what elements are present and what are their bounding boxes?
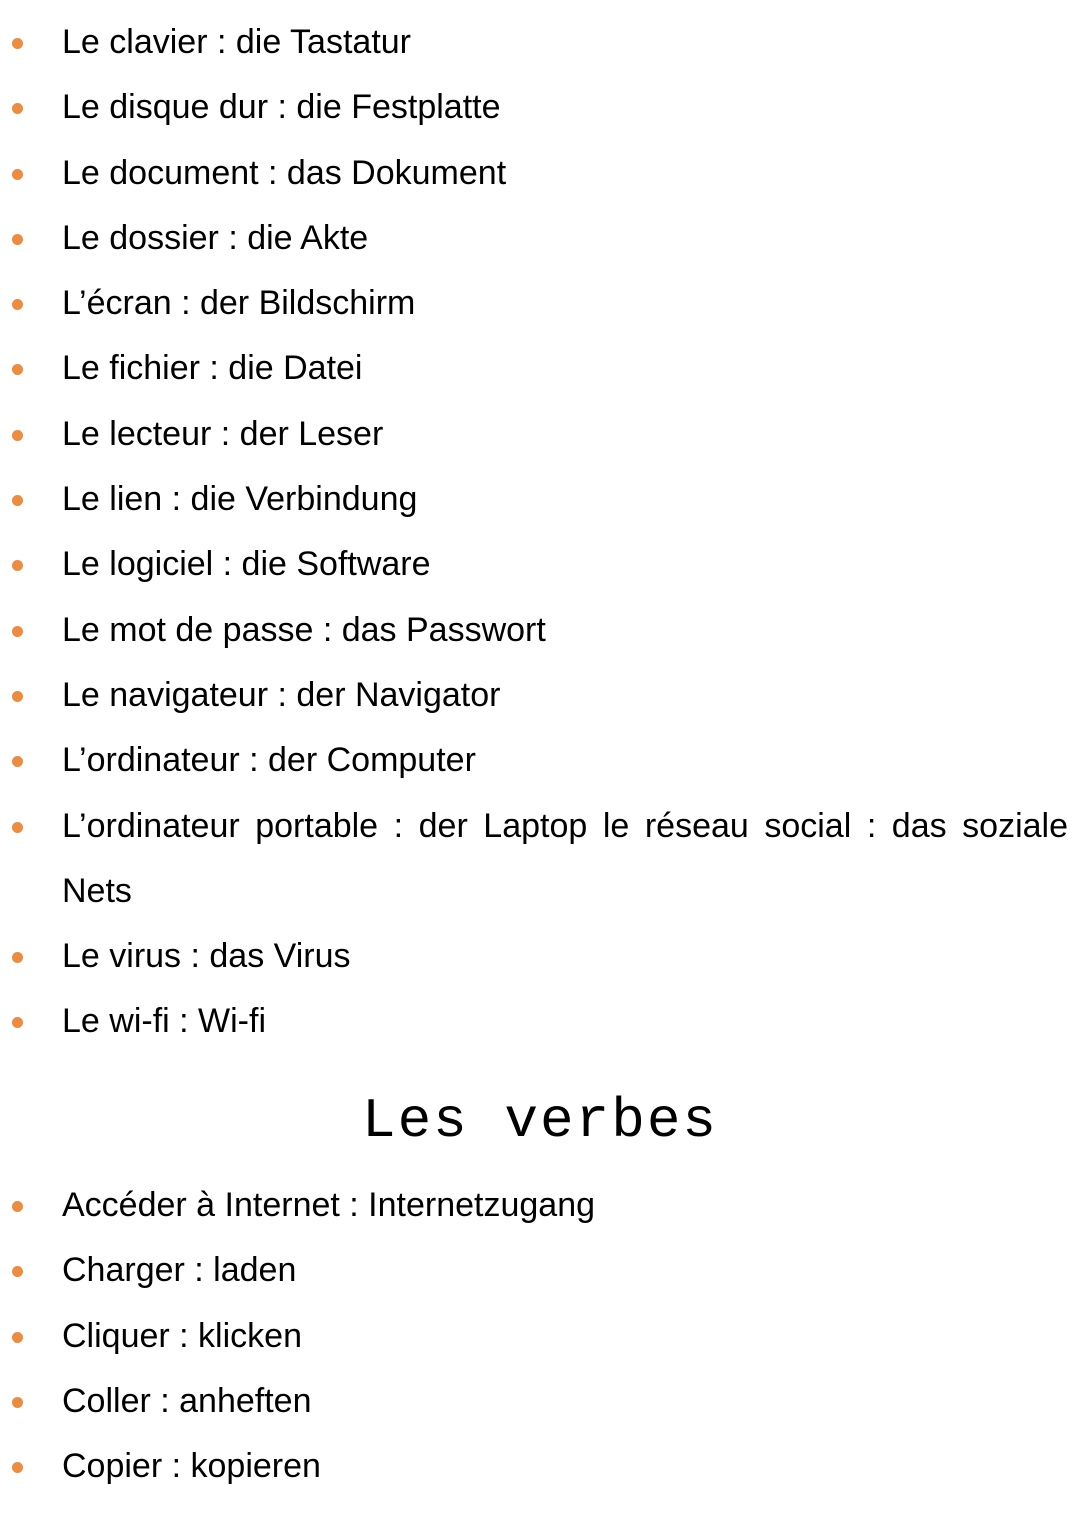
list-item <box>0 989 1080 1054</box>
bullet-icon <box>12 691 23 702</box>
bullet-icon <box>12 1332 23 1343</box>
list-item-text: Le logiciel : die Software <box>62 545 431 584</box>
list-item-text: Le lien : die Verbindung <box>62 480 418 519</box>
list-item-text: Le lecteur : der Leser <box>62 414 384 453</box>
list-item <box>0 1369 1080 1434</box>
list-item-text: Coller : anheften <box>62 1381 312 1420</box>
list-item <box>0 924 1080 989</box>
list-item <box>0 598 1080 663</box>
list-item-text: Cliquer : klicken <box>62 1316 302 1355</box>
list-item-text: L’ordinateur : der Computer <box>62 741 476 780</box>
list-item <box>0 402 1080 467</box>
list-item <box>0 1238 1080 1303</box>
list-item <box>0 10 1080 75</box>
bullet-icon <box>12 364 23 375</box>
list-item <box>0 206 1080 271</box>
list-item <box>0 794 1080 925</box>
bullet-icon <box>12 234 23 245</box>
bullet-icon <box>12 952 23 963</box>
bullet-icon <box>12 430 23 441</box>
list-item-text: L’ordinateur portable : der Laptop le réseau social : das soziale Nets <box>62 806 1068 910</box>
list-item <box>0 1304 1080 1369</box>
bullet-icon <box>12 1201 23 1212</box>
list-item <box>0 728 1080 793</box>
list-item-text: Le navigateur : der Navigator <box>62 675 501 714</box>
list-item-text: Charger : laden <box>62 1251 297 1290</box>
list-item-text: Le clavier : die Tastatur <box>62 23 411 61</box>
noun-vocabulary-list <box>0 10 1080 1055</box>
bullet-icon <box>12 495 23 506</box>
list-item <box>0 1434 1080 1499</box>
bullet-icon <box>12 1397 23 1408</box>
bullet-icon <box>12 626 23 637</box>
bullet-icon <box>12 756 23 767</box>
list-item-text: Le dossier : die Akte <box>62 218 369 257</box>
verb-vocabulary-list <box>0 1173 1080 1499</box>
list-item-text: Accéder à Internet : Internetzugang <box>62 1186 596 1224</box>
section-title-verbs: Les verbes <box>361 1089 719 1153</box>
list-item <box>0 467 1080 532</box>
list-item-text: Le disque dur : die Festplatte <box>62 88 501 127</box>
list-item-text: Le wi-fi : Wi-fi <box>62 1002 266 1041</box>
list-item <box>0 75 1080 140</box>
list-item <box>0 271 1080 336</box>
list-item-text: Le document : das Dokument <box>62 153 507 192</box>
list-item-text: Le mot de passe : das Passwort <box>62 610 546 649</box>
bullet-icon <box>12 1266 23 1277</box>
list-item <box>0 141 1080 206</box>
bullet-icon <box>12 822 23 833</box>
bullet-icon <box>12 560 23 571</box>
list-item <box>0 663 1080 728</box>
bullet-icon <box>12 1462 23 1473</box>
bullet-icon <box>12 299 23 310</box>
list-item-text: Le fichier : die Datei <box>62 349 363 388</box>
bullet-icon <box>12 38 23 49</box>
list-item-text: L’écran : der Bildschirm <box>62 284 416 323</box>
bullet-icon <box>12 169 23 180</box>
list-item-text: Le virus : das Virus <box>62 937 351 976</box>
bullet-icon <box>12 1017 23 1028</box>
list-item <box>0 532 1080 597</box>
list-item <box>0 336 1080 401</box>
bullet-icon <box>12 103 23 114</box>
list-item-text: Copier : kopieren <box>62 1447 321 1486</box>
list-item <box>0 1173 1080 1238</box>
